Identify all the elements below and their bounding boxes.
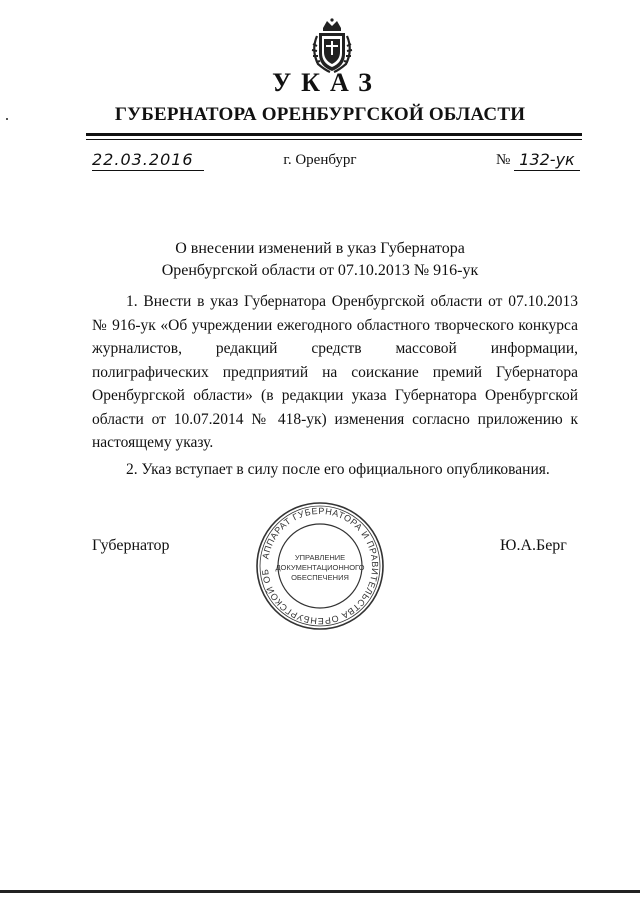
- decree-date: 22.03.2016: [92, 150, 204, 171]
- header-divider-thin: [86, 139, 582, 140]
- signatory-name: Ю.А.Берг: [500, 537, 567, 554]
- scan-bottom-edge: [0, 890, 640, 893]
- header-divider-thick: [86, 133, 582, 136]
- signatory-position: Губернатор: [92, 537, 170, 554]
- seal-inner-line-2: ДОКУМЕНТАЦИОННОГО: [275, 563, 365, 572]
- number-label: №: [496, 152, 511, 168]
- subject-line-2: Оренбургской области от 07.10.2013 № 916-ук: [161, 262, 479, 279]
- seal-inner-line-1: УПРАВЛЕНИЕ: [294, 553, 346, 562]
- official-seal-stamp: [254, 500, 386, 632]
- decree-title: УКАЗ: [272, 68, 382, 97]
- seal-inner-line-3: ОБЕСПЕЧЕНИЯ: [291, 573, 349, 582]
- seal-outer-text: АППАРАТ ГУБЕРНАТОРА И ПРАВИТЕЛЬСТВА ОРЕНБУРГСКОЙ ОБ: [260, 505, 381, 627]
- subject-line-1: О внесении изменений в указ Губернатора: [175, 240, 465, 257]
- decree-number: 132-ук: [514, 150, 580, 171]
- decree-city: г. Оренбург: [283, 152, 357, 168]
- decree-subject: [0, 238, 640, 282]
- issuer-heading: ГУБЕРНАТОРА ОРЕНБУРГСКОЙ ОБЛАСТИ: [114, 104, 526, 125]
- coat-of-arms-icon: [308, 18, 356, 74]
- scan-speck: [6, 118, 8, 120]
- body-paragraph-2: 2. Указ вступает в силу после его официального опубликования.: [126, 461, 550, 478]
- body-paragraph-1: 1. Внести в указ Губернатора Оренбургской области от 07.10.2013 № 916-ук «Об учреждении ежегодного областного творческого конкурса журналистов, редакций средств массовой информации, полиграфических предприятий на соискание премий Губернатора Оренбургской области» (в редакции указа Губернатора Оренбургской области от 10.07.2014 № 418-ук) изменения согласно приложению к настоящему указу.: [92, 293, 578, 451]
